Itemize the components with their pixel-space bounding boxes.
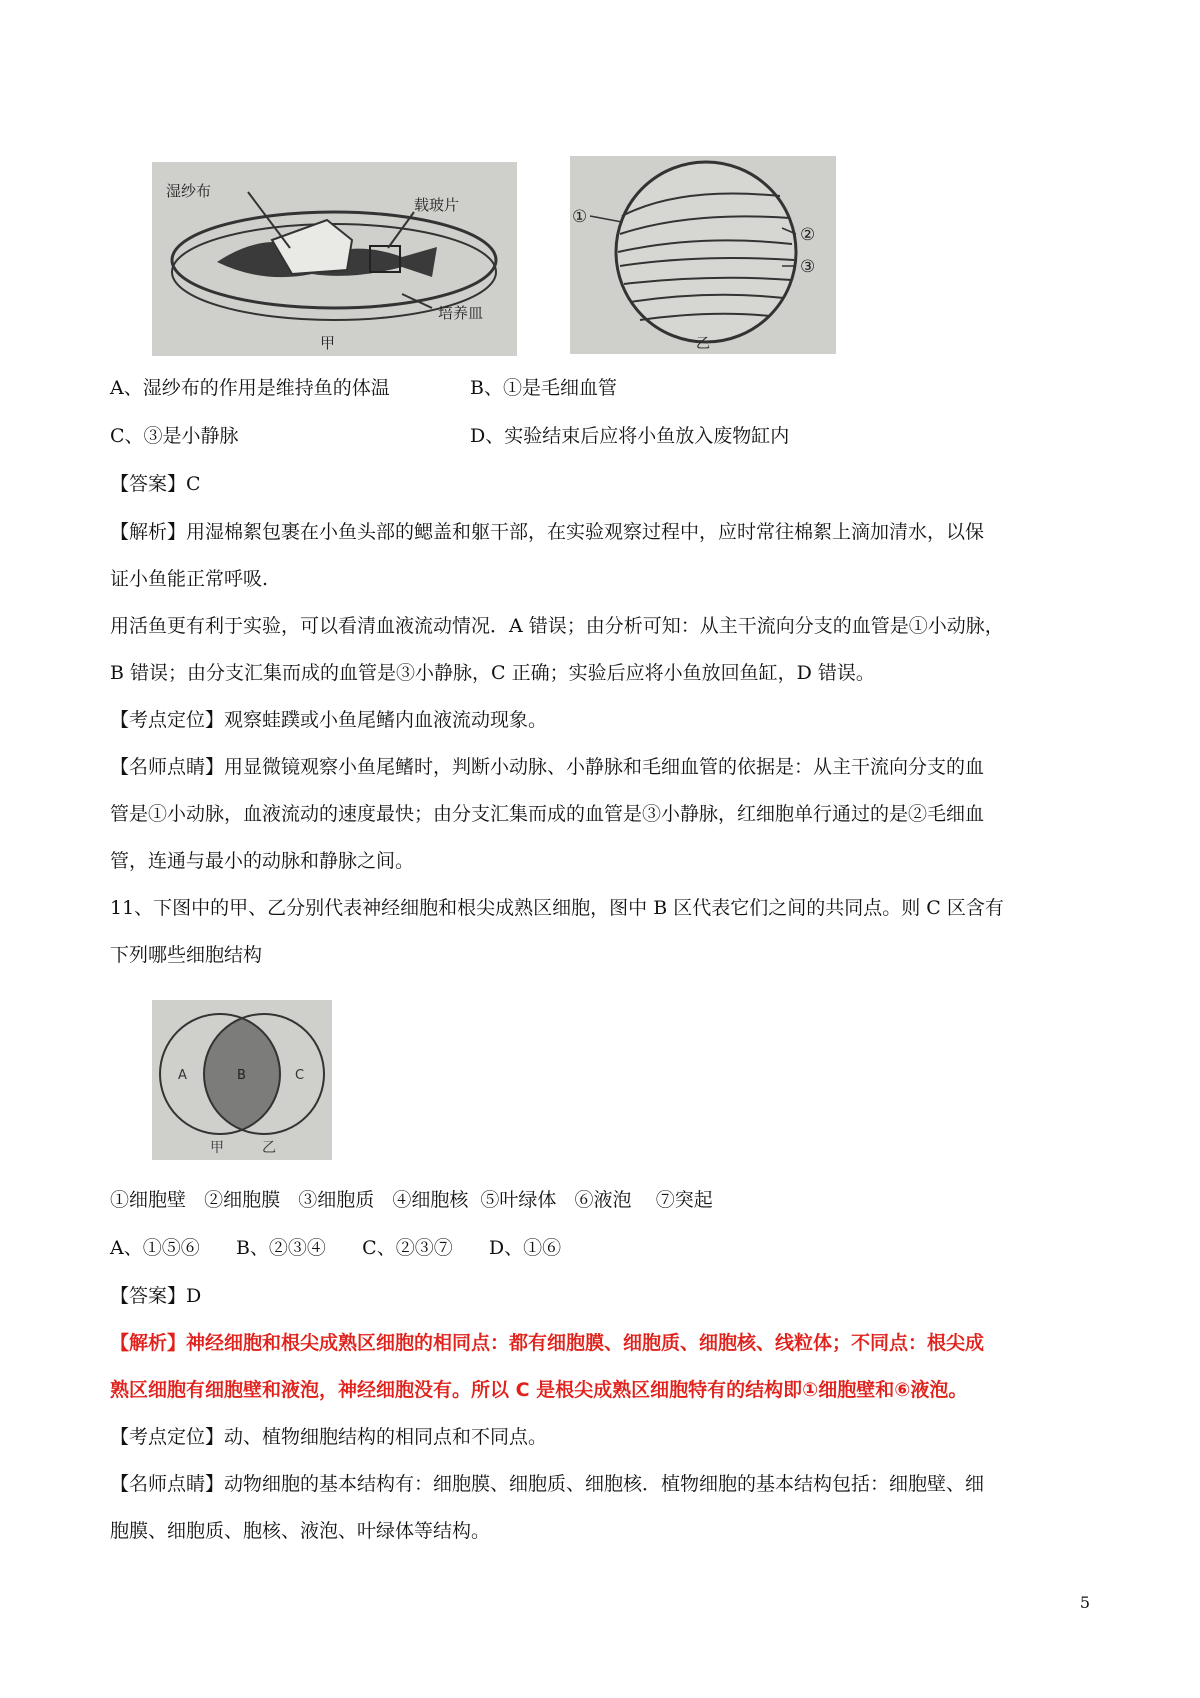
q10-option-b: B、①是毛细血管 <box>470 377 617 399</box>
label-wet-cloth: 湿纱布 <box>166 182 212 200</box>
q11-tip-2: 胞膜、细胞质、胞核、液泡、叶绿体等结构。 <box>110 1520 491 1542</box>
q10-option-d: D、实验结束后应将小鱼放入废物缸内 <box>470 425 790 447</box>
q11-analysis-2: 熟区细胞有细胞壁和液泡，神经细胞没有。所以 C 是根尖成熟区细胞特有的结构即①细胞壁和⑥液泡。 <box>110 1379 968 1401</box>
q11-analysis-1: 【解析】神经细胞和根尖成熟区细胞的相同点：都有细胞膜、细胞质、细胞核、线粒体；不同点：根尖成 <box>110 1332 985 1354</box>
q10-analysis-2: 证小鱼能正常呼吸. <box>110 568 269 590</box>
caption-jia: 甲 <box>320 334 336 352</box>
label-1: ① <box>572 207 588 227</box>
label-3: ③ <box>800 257 816 277</box>
venn-label-a: A <box>178 1068 187 1083</box>
venn-caption-jia: 甲 <box>210 1140 224 1156</box>
q10-answer: 【答案】C <box>110 473 201 495</box>
q10-tip-2: 管是①小动脉，血液流动的速度最快；由分支汇集而成的血管是③小静脉，红细胞单行通过的是②毛细血 <box>110 803 985 825</box>
q10-tip-3: 管，连通与最小的动脉和静脉之间。 <box>110 850 415 872</box>
q10-option-c: C、③是小静脉 <box>110 425 239 447</box>
q10-tip-1: 【名师点睛】用显微镜观察小鱼尾鳍时，判断小动脉、小静脉和毛细血管的依据是：从主干流向分支的血 <box>110 756 985 778</box>
q11-stem-2: 下列哪些细胞结构 <box>110 944 263 966</box>
q11-tip-1: 【名师点睛】动物细胞的基本结构有：细胞膜、细胞质、细胞核．植物细胞的基本结构包括：细胞壁、细 <box>110 1473 985 1495</box>
q11-point: 【考点定位】动、植物细胞结构的相同点和不同点。 <box>110 1426 548 1448</box>
q10-analysis-3: 用活鱼更有利于实验，可以看清血液流动情况．A 错误；由分析可知：从主干流向分支的血管是①小动脉， <box>110 615 1004 637</box>
q11-answer: 【答案】D <box>110 1285 202 1307</box>
microscope-view-illustration <box>570 156 836 354</box>
q10-point: 【考点定位】观察蛙蹼或小鱼尾鳍内血液流动现象。 <box>110 709 548 731</box>
q10-analysis-4: B 错误；由分支汇集而成的血管是③小静脉，C 正确；实验后应将小鱼放回鱼缸，D 错误。 <box>110 662 875 684</box>
venn-label-c: C <box>295 1068 305 1083</box>
q11-options: A、①⑤⑥ B、②③④ C、②③⑦ D、①⑥ <box>110 1237 562 1259</box>
venn-diagram <box>152 1000 332 1160</box>
figure-venn <box>152 1000 332 1160</box>
venn-caption-yi: 乙 <box>262 1140 276 1156</box>
figure-yi <box>570 156 836 354</box>
fish-dish-illustration <box>152 162 517 356</box>
q11-items: ①细胞壁 ②细胞膜 ③细胞质 ④细胞核 ⑤叶绿体 ⑥液泡 ⑦突起 <box>110 1189 713 1211</box>
q10-option-a: A、湿纱布的作用是维持鱼的体温 <box>110 377 390 399</box>
figure-jia <box>152 162 517 356</box>
caption-yi: 乙 <box>696 336 710 352</box>
venn-label-b: B <box>237 1068 246 1083</box>
label-slide: 载玻片 <box>414 196 460 214</box>
label-2: ② <box>800 225 816 245</box>
page-number: 5 <box>1079 1593 1090 1612</box>
q11-stem-1: 11、下图中的甲、乙分别代表神经细胞和根尖成熟区细胞，图中 B 区代表它们之间的共同点。则 C 区含有 <box>110 897 1004 919</box>
q10-analysis-1: 【解析】用湿棉絮包裹在小鱼头部的鳃盖和躯干部，在实验观察过程中，应时常往棉絮上滴加清水，以保 <box>110 521 985 543</box>
label-petri-dish: 培养皿 <box>438 304 484 322</box>
